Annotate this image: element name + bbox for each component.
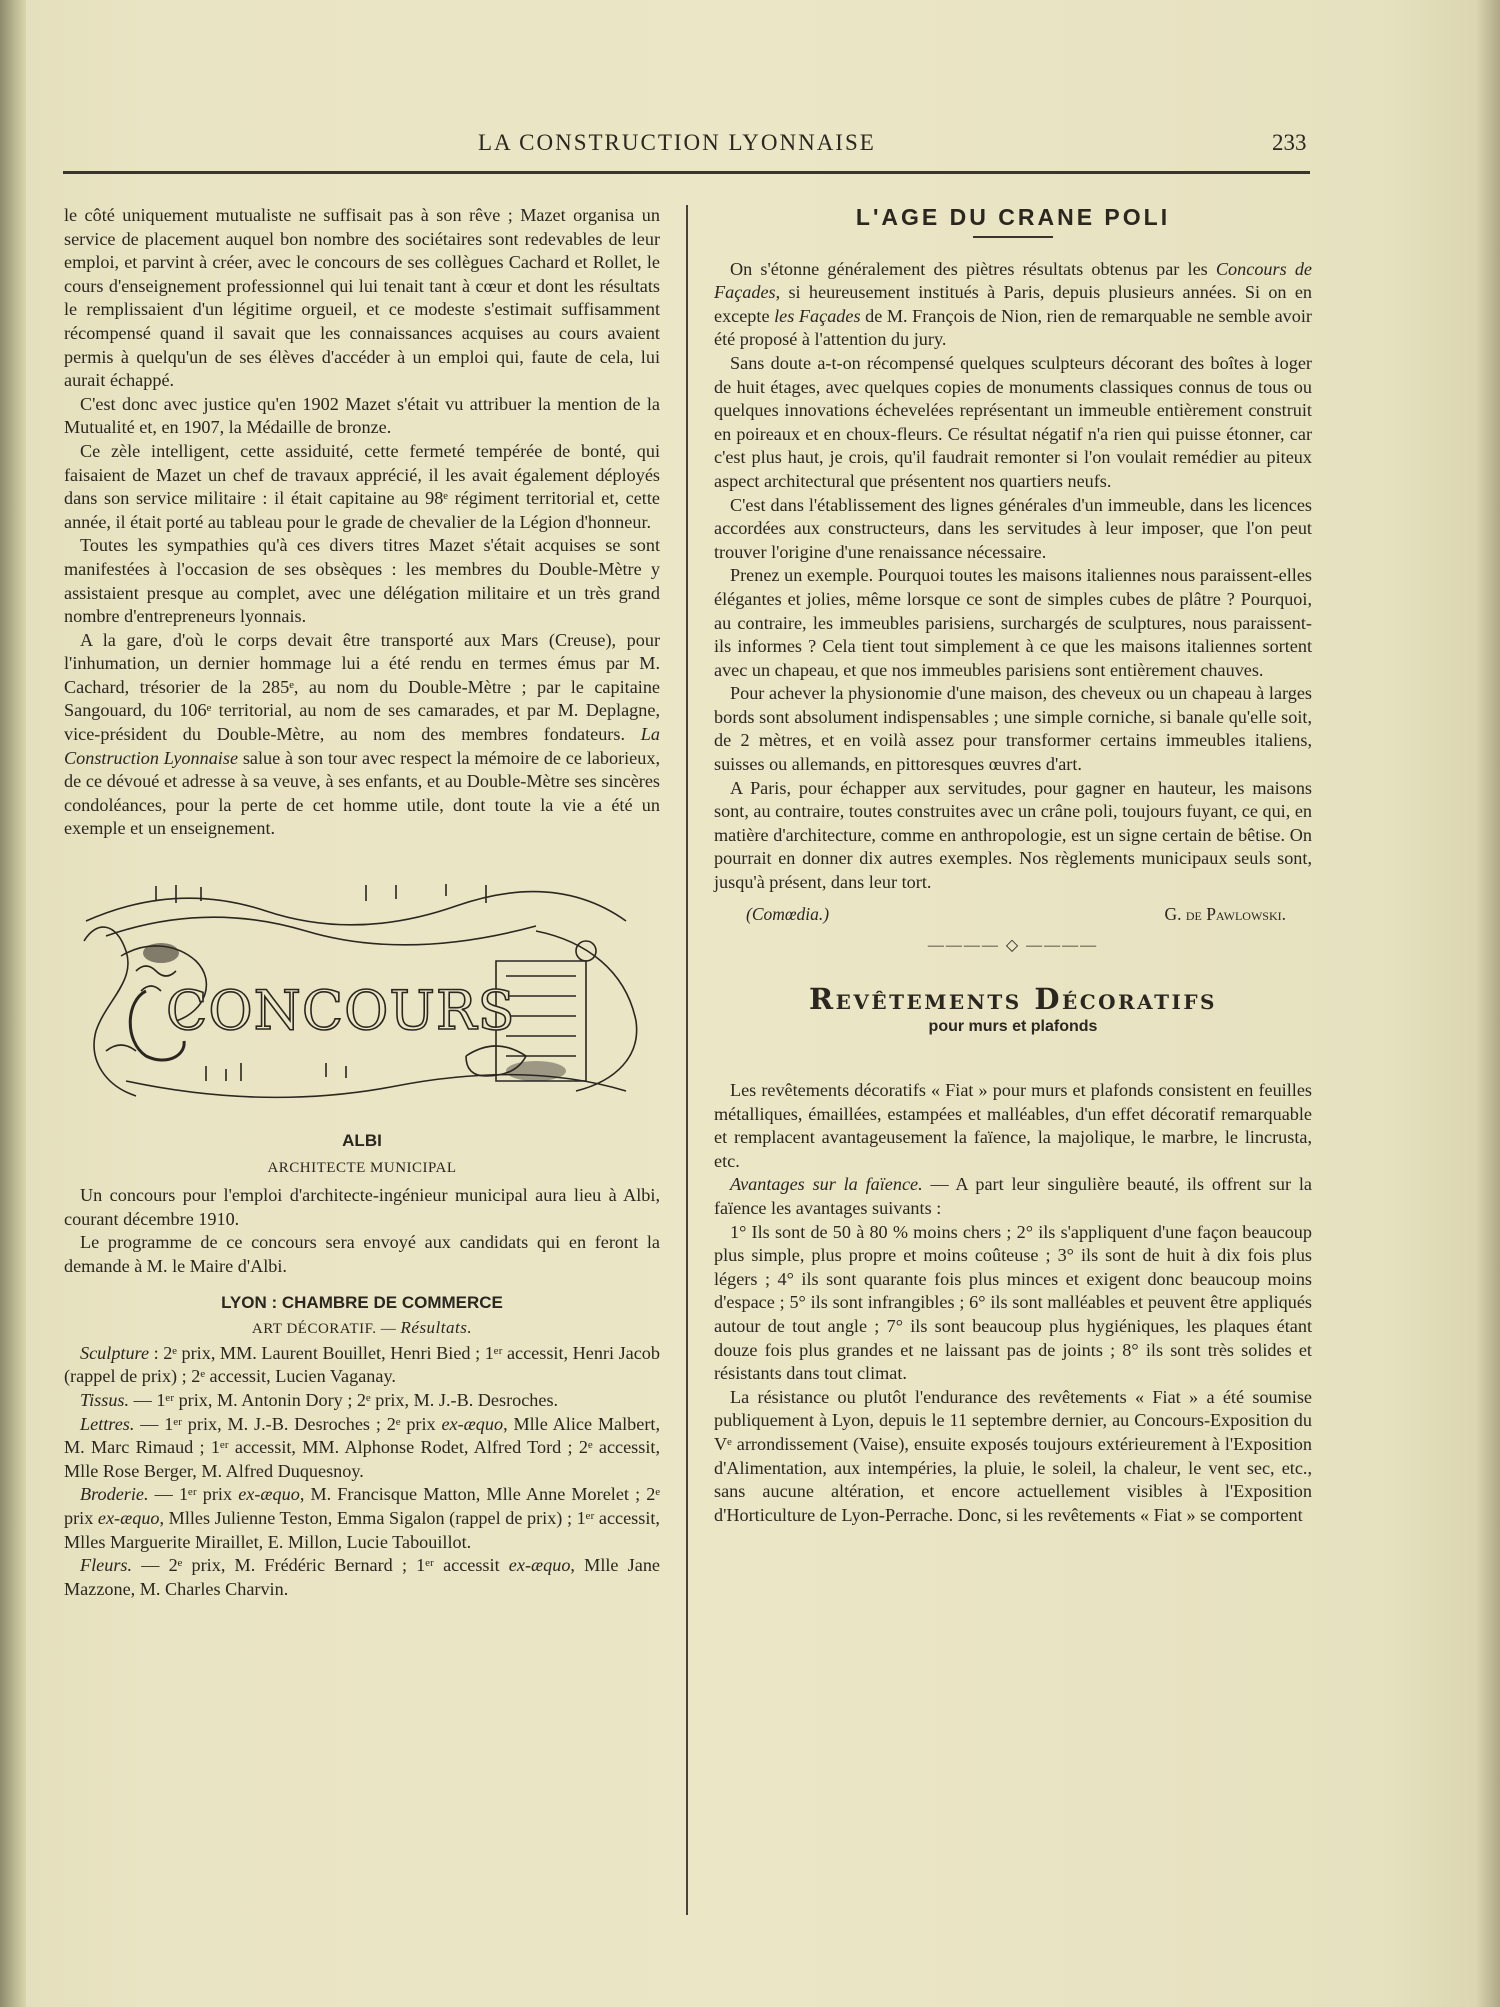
crane-title: L'AGE DU CRANE POLI <box>855 204 1171 230</box>
result-tissus-label: Tissus. <box>80 1389 130 1410</box>
albi-subtitle: ARCHITECTE MUNICIPAL <box>267 1159 457 1176</box>
gare-text-2: salue à son tour avec respect la mémoire de ce laborieux, de ce dévoué et adresse à sa veuve, à ses enfants, et au Double-Mètre ses sincères condoléances, pour la perte de cet homme utile, dont toute la vie a été un exemple et un enseignement. <box>64 747 660 839</box>
left-column <box>64 204 660 1601</box>
result-fleurs <box>64 1554 660 1601</box>
result-fleurs-text-1: — 2ᵉ prix, M. Frédéric Bernard ; 1ᵉʳ accessit <box>132 1555 509 1576</box>
revetements-paragraph-2 <box>714 1173 1312 1220</box>
mazet-paragraph-5 <box>64 629 660 841</box>
right-column <box>714 206 1312 1527</box>
result-fleurs-exaequo: ex-æquo <box>508 1555 571 1576</box>
mazet-paragraph-1: le côté uniquement mutualiste ne suffisait pas à son rêve ; Mazet organisa un service de placement auquel bon nombre des sociétaires sont redevables de leur emploi, et parvint à créer, avec le concours de ses collègues Cachard et Rollet, le cours d'enseignement professionnel qui lui tenait tant à cœur et dont les résultats le remplissaient d'un légitime orgueil, et ce modeste s'estimait suffisamment récompensé quand il savait que les connaissances acquises au cours avaient permis à quelqu'un de ses élèves d'accéder à un emploi qui, faute de cela, lui aurait échappé. <box>64 205 660 391</box>
mazet-paragraph-2: C'est donc avec justice qu'en 1902 Mazet s'était vu attribuer la mention de la Mutualité et, en 1907, la Médaille de bronze. <box>64 393 660 438</box>
crane-paragraph-4: Prenez un exemple. Pourquoi toutes les maisons italiennes nous paraissent-elles élégantes et jolies, même lorsque ce sont de simples cubes de plâtre ? Pourquoi, au contraire, les immeubles parisiens, surchargés de sculptures, nous paraissent-ils informes ? Cela tient tout simplement à ce que les maisons italiennes sortent avec un chapeau, et que nos immeubles parisiens sont entièrement chauves. <box>714 565 1312 680</box>
result-lettres-text-1: — 1ᵉʳ prix, M. J.-B. Desroches ; 2ᵉ prix <box>134 1413 442 1434</box>
result-broderie-text-3: , Mlles Julienne Teston, Emma Sigalon (rappel de prix) ; 1ᵉʳ accessit, Mlles Marguerite Miraillet, E. Millon, Lucie Tabouillot. <box>64 1507 660 1552</box>
result-broderie-exaequo-1: ex-æquo <box>238 1484 300 1505</box>
result-tissus <box>64 1389 660 1413</box>
lyon-subtitle-results: Résultats. <box>400 1318 473 1338</box>
crane-paragraph-6: A Paris, pour échapper aux servitudes, pour gagner en hauteur, les maisons sont, au contraire, toutes construites avec un crâne poli, toujours fuyant, ce qui, en matière d'architecture, comme en anthropologie, est un signe certain de bêtise. On pourrait en donner dix autres exemples. Nos règlements municipaux seuls sont, jusqu'à présent, dans leur tort. <box>714 777 1312 893</box>
result-broderie <box>64 1483 660 1554</box>
result-fleurs-label: Fleurs. <box>80 1555 133 1576</box>
page-number: 233 <box>1272 130 1307 155</box>
crane-p1-a: On s'étonne généralement des piètres résultats obtenus par les <box>730 258 1216 279</box>
column-divider <box>686 205 688 1915</box>
crane-signature <box>714 903 1312 927</box>
crane-title-rule <box>973 236 1053 238</box>
result-sculpture-text: : 2ᵉ prix, MM. Laurent Bouillet, Henri Bied ; 1ᵉʳ accessit, Henri Jacob (rappel de prix) ; 2ᵉ accessit, Lucien Vaganay. <box>64 1342 660 1387</box>
revetements-p2-text: — A part leur singulière beauté, ils offrent sur la faïence les avantages suivants : <box>714 1174 1312 1218</box>
section-separator: ———— ◇ ———— <box>927 937 1099 955</box>
result-broderie-label: Broderie. <box>80 1484 149 1505</box>
lyon-subtitle <box>64 1316 660 1342</box>
crane-p1-c: , si heureusement institués à Paris, depuis plusieurs années. Si on en excepte <box>714 282 1312 326</box>
revetements-p2-label: Avantages sur la faïence. <box>730 1174 923 1195</box>
albi-paragraph-2: Le programme de ce concours sera envoyé aux candidats qui en feront la demande à M. le Maire d'Albi. <box>64 1232 660 1276</box>
result-tissus-text: — 1ᵉʳ prix, M. Antonin Dory ; 2ᵉ prix, M. J.-B. Desroches. <box>129 1389 559 1410</box>
albi-title: ALBI <box>342 1131 382 1151</box>
revetements-subtitle: pour murs et plafonds <box>928 1018 1098 1036</box>
lyon-title: LYON : CHAMBRE DE COMMERCE <box>221 1292 503 1312</box>
result-sculpture <box>64 1342 660 1389</box>
result-sculpture-label: Sculpture <box>80 1342 150 1363</box>
crane-source: (Comœdia.) <box>746 903 830 924</box>
concours-banner-text: CONCOURS <box>166 979 516 1043</box>
result-fleurs-text-2: , Mlle Jane Mazzone, M. Charles Charvin. <box>64 1555 660 1599</box>
mazet-paragraph-3: Ce zèle intelligent, cette assiduité, cette fermeté tempérée de bonté, qui faisaient de Mazet un chef de travaux apprécié, il les avait également déployés dans son service militaire : il était capitaine au 98ᵉ régiment territorial et, cette année, il était porté au tableau pour le grade de chevalier de la Légion d'honneur. <box>64 440 660 532</box>
revetements-title: Revêtements Décoratifs <box>809 981 1217 1016</box>
binding-gutter <box>0 0 26 2007</box>
crane-author: G. de Pawlowski. <box>1164 903 1286 924</box>
revetements-paragraph-4: La résistance ou plutôt l'endurance des revêtements « Fiat » a été soumise publiquement à Lyon, depuis le 11 septembre dernier, au Concours-Exposition du Vᵉ arrondissement (Vaise), ensuite exposés toujours extérieurement à l'Exposition d'Alimentation, aux intempéries, la pluie, le soleil, la chaleur, le vent sec, etc., sans aucune altération, et encore actuellement visibles à l'Exposition d'Horticulture de Lyon-Perrache. Donc, si les revêtements « Fiat » se comportent <box>714 1386 1312 1525</box>
header-rule <box>63 171 1310 174</box>
result-broderie-text-2: , M. Francisque Matton, Mlle Anne Morelet ; 2ᵉ prix <box>64 1484 660 1528</box>
result-broderie-text-1: — 1ᵉʳ prix <box>148 1484 239 1505</box>
running-header-title: LA CONSTRUCTION LYONNAISE <box>478 130 876 155</box>
crane-p1-facades: les Façades <box>774 305 861 326</box>
result-lettres-exaequo: ex-æquo <box>441 1413 504 1434</box>
gare-text-1: A la gare, d'où le corps devait être transporté aux Mars (Creuse), pour l'inhumation, un dernier hommage lui a été rendu en termes émus par M. Cachard, trésorier de la 285ᵉ, au nom du Double-Mètre ; par le capitaine Sangouard, du 106ᵉ territorial, au nom de ses camarades, et par M. Deplagne, vice-président du Double-Mètre, au nom des membres fondateurs. <box>64 629 660 745</box>
page-edge-shadow <box>1476 0 1500 2007</box>
result-lettres-label: Lettres. <box>80 1413 135 1434</box>
result-broderie-exaequo-2: ex-æquo <box>97 1507 160 1528</box>
crane-paragraph-5: Pour achever la physionomie d'une maison, des cheveux ou un chapeau à larges bords sont absolument indispensables ; une simple corniche, si banale qu'elle soit, de 2 mètres, et en voilà assez pour transformer certains immeubles italiens, suisses ou allemands, en pittoresques œuvres d'art. <box>714 683 1312 775</box>
revetements-paragraph-1: Les revêtements décoratifs « Fiat » pour murs et plafonds consistent en feuilles métalliques, émaillées, estampées et malléables, d'un effet décoratif remarquable et remplacent avantageusement la faïence, la majolique, le marbre, le lincrusta, etc. <box>714 1080 1312 1171</box>
lyon-subtitle-prefix: ART DÉCORATIF. — <box>251 1321 401 1338</box>
crane-paragraph-2: Sans doute a-t-on récompensé quelques sculpteurs décorant des boîtes à loger de huit étages, avec quelques copies de monuments classiques connus de tous ou quelques innovations échevelées représentant un immeuble entièrement construit en poireaux et en choux-fleurs. Ce résultat négatif n'a rien qui puisse étonner, car c'est plus haut, je crois, qu'il faudrait remonter si l'on voulait remédier au piteux aspect architectural que présentent nos quartiers neufs. <box>714 352 1312 491</box>
albi-paragraph-1: Un concours pour l'emploi d'architecte-ingénieur municipal aura lieu à Albi, courant décembre 1910. <box>64 1185 660 1229</box>
revetements-paragraph-3: 1° Ils sont de 50 à 80 % moins chers ; 2° ils s'appliquent d'une façon beaucoup plus simple, plus propre et moins coûteuse ; 3° ils sont de huit à dix fois plus légers ; 4° ils sont quarante fois plus minces et exigent donc beaucoup moins d'espace ; 5° ils sont infrangibles ; 6° ils sont malléables et peuvent être appliqués autour de tout angle ; 7° ils sont beaucoup plus hygiéniques, les plaques étant douze fois plus grandes et ne laissant pas de joints ; 8° ils sont très solides et résistants dans tout climat. <box>714 1221 1312 1384</box>
result-lettres-text-2: , Mlle Alice Malbert, M. Marc Rimaud ; 1ᵉʳ accessit, MM. Alphonse Rodet, Alfred Tord ; 2ᵉ accessit, Mlle Rose Berger, M. Alfred Duquesnoy. <box>64 1413 660 1481</box>
crane-p1-e: de M. François de Nion, rien de remarquable ne semble avoir été proposé à l'attention du jury. <box>714 305 1312 350</box>
concours-banner-illustration <box>66 881 658 1111</box>
crane-paragraph-3: C'est dans l'établissement des lignes générales d'un immeuble, dans les licences accordées aux constructeurs, dans les servitudes à leur imposer, que l'on peut trouver l'origine d'une renaissance nécessaire. <box>714 494 1312 562</box>
mazet-paragraph-4: Toutes les sympathies qu'à ces divers titres Mazet s'était acquises se sont manifestées à l'occasion de ses obsèques : les membres du Double-Mètre y assistaient presque au complet, avec une délégation militaire et un très grand nombre d'entrepreneurs lyonnais. <box>64 535 660 627</box>
crane-paragraph-1 <box>714 258 1312 352</box>
journal-name: La Construction Lyonnaise <box>64 724 660 768</box>
crane-p1-concours: Concours de Façades <box>714 258 1312 303</box>
result-lettres <box>64 1413 660 1484</box>
